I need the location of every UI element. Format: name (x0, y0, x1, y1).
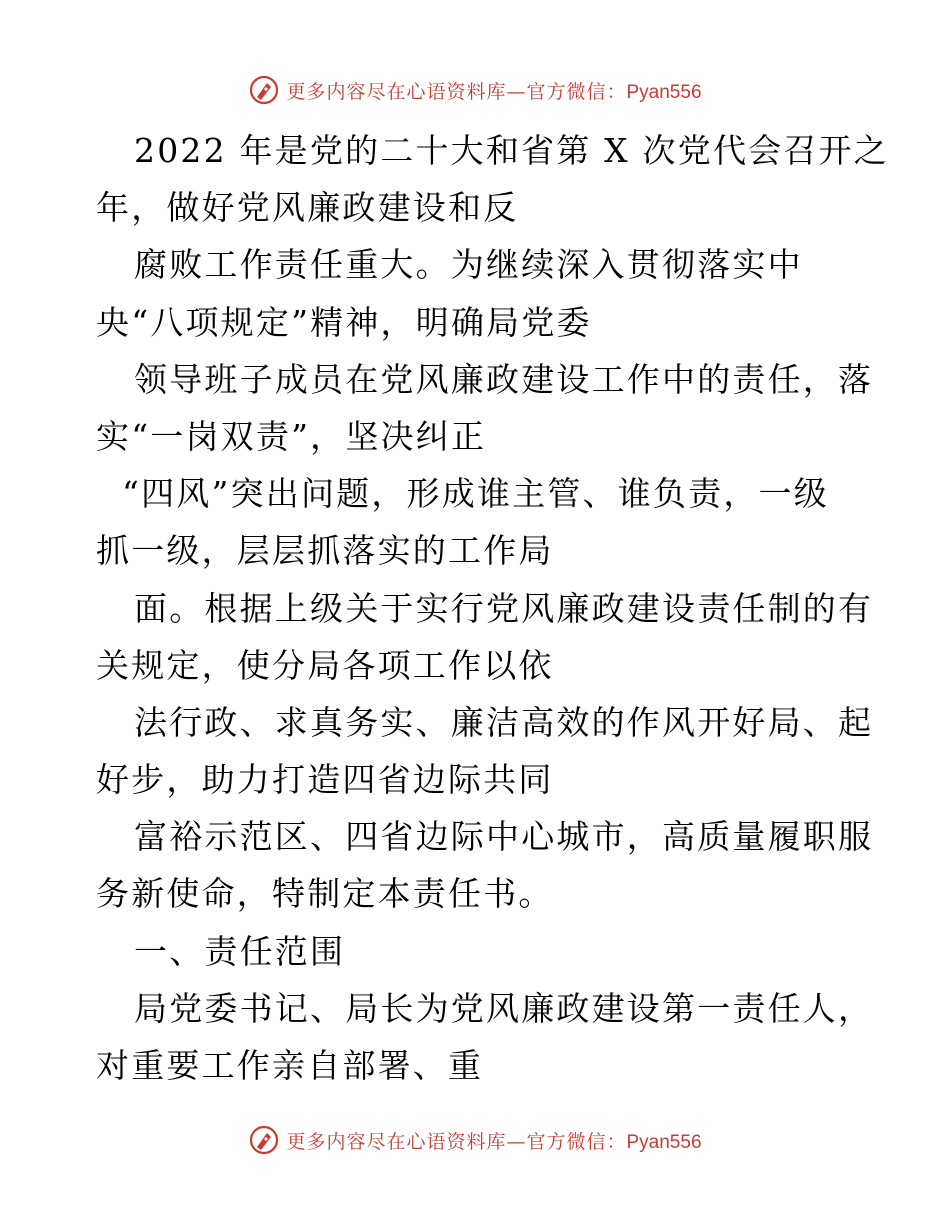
text-line: 务新使命，特制定本责任书。 (96, 874, 554, 914)
text-line: 法行政、求真务实、廉洁高效的作风开好局、起 (134, 702, 874, 742)
watermark-dash: — (506, 80, 527, 103)
text-line: 局党委书记、局长为党风廉政建设第一责任人， (134, 988, 874, 1028)
watermark-brand: 更多内容尽在心语资料库 (286, 80, 507, 103)
text-line: “四风”突出问题，形成谁主管、谁负责，一级 (122, 474, 829, 514)
watermark-wechat-id: Pyan556 (626, 81, 702, 103)
text-line: 实“一岗双责”，坚决纠正 (96, 416, 487, 456)
pen-nib-logo-icon (248, 74, 280, 106)
text-line: 2022 年是党的二十大和省第 X 次党代会召开之 (134, 131, 889, 170)
header-watermark (0, 70, 950, 110)
watermark-brand: 更多内容尽在心语资料库 (286, 1130, 507, 1153)
footer-watermark (0, 1120, 950, 1160)
watermark-wechat-label: 官方微信： (526, 80, 627, 103)
text-line: 年，做好党风廉政建设和反 (96, 188, 519, 228)
text-line: 对重要工作亲自部署、重 (96, 1046, 484, 1085)
watermark-text (286, 1127, 701, 1154)
document-body (96, 122, 889, 1094)
text-line: 关规定，使分局各项工作以依 (96, 645, 554, 685)
pen-nib-logo-icon (248, 1124, 280, 1156)
section-heading: 一、责任范围 (134, 931, 346, 971)
text-line: 富裕示范区、四省边际中心城市，高质量履职服 (134, 817, 874, 857)
text-line: 抓一级，层层抓落实的工作局 (96, 531, 554, 571)
watermark-wechat-id: Pyan556 (626, 1131, 702, 1153)
watermark-wechat-label: 官方微信： (526, 1130, 627, 1153)
watermark-text (286, 77, 701, 104)
watermark-dash: — (506, 1130, 527, 1153)
text-line: 腐败工作责任重大。为继续深入贯彻落实中 (134, 245, 803, 285)
text-line: 好步，助力打造四省边际共同 (96, 760, 554, 800)
text-line: 面。根据上级关于实行党风廉政建设责任制的有 (134, 588, 874, 628)
text-line: 领导班子成员在党风廉政建设工作中的责任，落 (134, 359, 874, 399)
text-line: 央“八项规定”精神，明确局党委 (96, 302, 592, 342)
